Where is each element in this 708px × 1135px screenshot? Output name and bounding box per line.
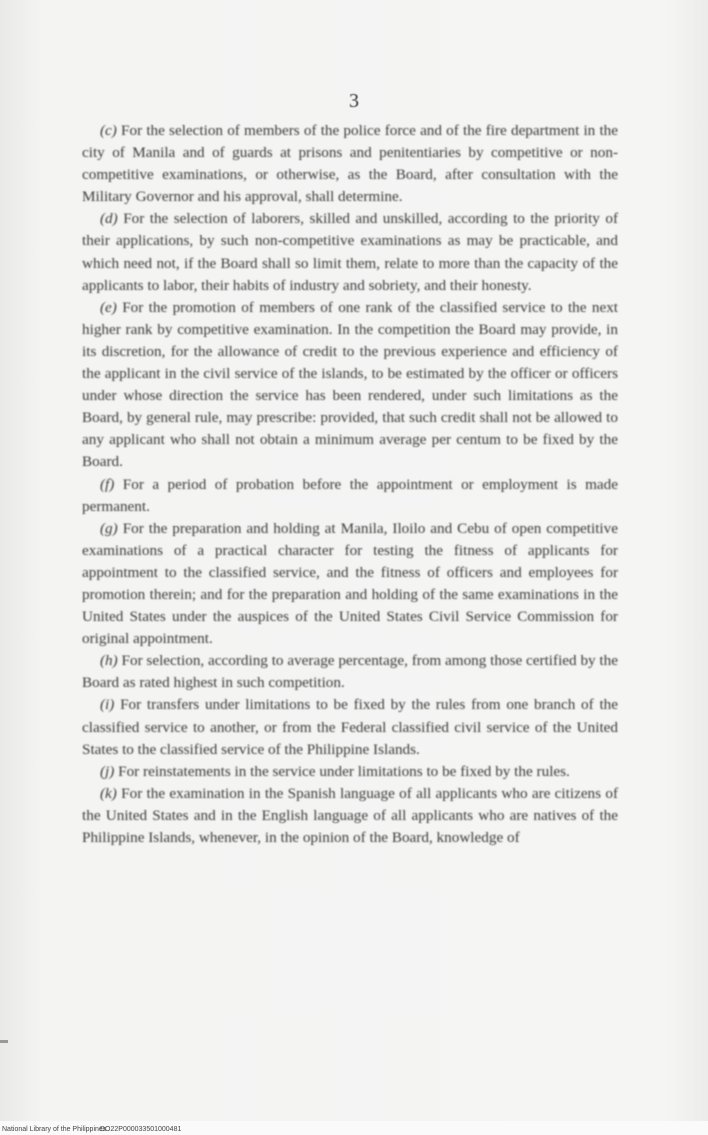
paragraph-label: (c) — [100, 122, 117, 139]
paragraph-label: (d) — [100, 210, 118, 228]
paragraph-text: For the examination in the Spanish language of all applicants who are citizens of the United States and in the English language of all applicants who are natives of the Philippine Islands, whenever, in the opinion of the Board, knowledge of — [82, 784, 618, 846]
paragraph-text: For transfers under limitations to be fixed by the rules from one branch of the classified service to another, or from the Federal classified civil service of the United States to the classified service of the Philippine Islands. — [82, 696, 619, 758]
paragraph-d — [82, 208, 618, 296]
paragraph-label: (j) — [100, 762, 115, 780]
scan-footer — [0, 1121, 708, 1133]
paragraph-text: For a period of probation before the appointment or employment is made permanent. — [82, 475, 619, 515]
scan-edge-mark — [0, 1040, 8, 1043]
paragraph-g — [82, 518, 618, 651]
paragraph-label: (i) — [100, 696, 115, 714]
paragraph-text: For the selection of laborers, skilled and unskilled, according to the priority of their applications, by such non-competitive examinations as may be practicable, and which need not, if the Board shall so limit them, relate to more than the capacity of the applicants to labor, their habits of industry and sobriety, and their honesty. — [82, 210, 619, 294]
paragraph-i — [82, 694, 618, 760]
paragraph-text: For the preparation and holding at Manila, Iloilo and Cebu of open competitive examinations of a practical character for testing the fitness of applicants for appointment to the classified service, and the fitness of officers and employees for promotion therein; and for the preparation and holding of the same examinations in the United States under the auspices of the United States Civil Service Commission for original appointment. — [82, 519, 618, 648]
paragraph-f — [82, 474, 618, 518]
footer-institution: National Library of the Philippines — [2, 1126, 107, 1133]
paragraph-label: (e) — [100, 298, 117, 316]
paragraph-label: (f) — [100, 475, 115, 493]
page-number: 3 — [349, 90, 359, 112]
paragraph-h — [82, 650, 618, 694]
paragraph-e — [82, 297, 618, 474]
paragraph-c — [82, 120, 618, 208]
paragraph-k — [82, 783, 618, 849]
paragraph-j — [82, 761, 618, 783]
paragraph-label: (k) — [100, 784, 117, 802]
body-text — [82, 120, 618, 849]
paragraph-text: For selection, according to average percentage, from among those certified by the Board as rated highest in such competition. — [82, 652, 618, 692]
paragraph-text: For reinstatements in the service under limitations to be fixed by the rules. — [118, 762, 570, 780]
paragraph-text: For the promotion of members of one rank of the classified service to the next higher rank by competitive examination. In the competition the Board may provide, in its discretion, for the allowance of credit to the previous experience and efficiency of the applicant in the civil service of the islands, to be estimated by the officer or officers under whose direction the service has been rendered, under such limitations as the Board, by general rule, may prescribe: provided, that such credit shall not be allowed to any applicant who shall not obtain a minimum average per centum to be fixed by the Board. — [82, 298, 619, 471]
paragraph-label: (h) — [100, 652, 118, 670]
paragraph-text: For the selection of members of the police force and of the fire department in the city of Manila and of guards at prisons and penitentiaries by competitive or non-competitive examinations, or otherwise, as the Board, after consultation with the Military Governor and his approval, shall determine. — [82, 122, 619, 206]
paragraph-label: (g) — [100, 519, 118, 537]
footer-code: DO22P000033501000481 — [100, 1126, 182, 1133]
